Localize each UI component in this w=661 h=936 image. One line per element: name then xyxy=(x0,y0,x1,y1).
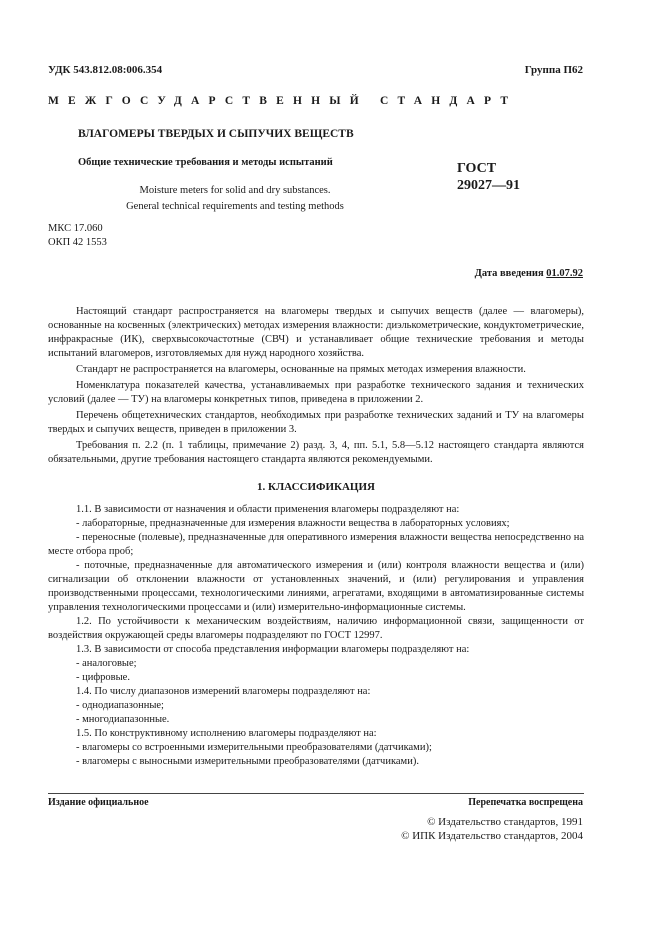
list-item: - влагомеры со встроенными измерительными преобразователями (датчиками); xyxy=(76,742,432,753)
paragraph-exclusion: Стандарт не распространяется на влагомеры, основанные на прямых методах измерения влажности. xyxy=(76,364,526,375)
list-item: - поточные, предназначенные для автоматического измерения и (или) контроля влажности вещества и (или) сигнализации об отклонении влажности от установленных значений, и (или) регулирования и управления производственными процессами, технологическими линиями, агрегатами, входящими в автоматизированные системы управления технологическими процессами и (или) измерительно-информационные системы. xyxy=(48,560,584,613)
gost-number: 29027—91 xyxy=(457,178,520,193)
list-item: - аналоговые; xyxy=(76,658,137,669)
group-code: Группа П62 xyxy=(524,64,583,76)
section-heading-classification: 1. КЛАССИФИКАЦИЯ xyxy=(257,481,375,493)
mks-code: МКС 17.060 xyxy=(48,223,103,234)
english-title-line2: General technical requirements and testing methods xyxy=(126,201,344,212)
copyright-1991: © Издательство стандартов, 1991 xyxy=(427,816,583,828)
list-item: - однодиапазонные; xyxy=(76,700,164,711)
list-item: - переносные (полевые), предназначенные для оперативного измерения влажности вещества непосредственно на месте отбора проб; xyxy=(48,532,584,557)
list-item: - многодиапазонные. xyxy=(76,714,170,725)
official-edition-label: Издание официальное xyxy=(48,797,149,808)
document-body xyxy=(48,305,584,769)
list-item: - цифровые. xyxy=(76,672,130,683)
clause-1-3: 1.3. В зависимости от способа представления информации влагомеры подразделяют на: xyxy=(76,644,470,655)
english-title xyxy=(90,183,380,215)
paragraph-scope: Настоящий стандарт распространяется на влагомеры твердых и сыпучих веществ (далее — влагомеры), основанные на косвенных (электрических) методах измерения влажности: диэлькометрические, кондуктометрические, инфракрасные (ИК), сверхвысокочастотные (СВЧ) и устанавливает общие технические требования и методы испытаний влагомеров, изготовляемых для нужд народного хозяйства. xyxy=(48,306,584,359)
reprint-prohibited-label: Перепечатка воспрещена xyxy=(468,797,583,808)
copyright-2004: © ИПК Издательство стандартов, 2004 xyxy=(401,830,583,842)
list-item: - лабораторные, предназначенные для измерения влажности вещества в лабораторных условиях; xyxy=(76,518,510,529)
gost-designation xyxy=(457,160,520,194)
document-title: ВЛАГОМЕРЫ ТВЕРДЫХ И СЫПУЧИХ ВЕЩЕСТВ xyxy=(78,128,354,140)
paragraph-standards-list: Перечень общетехнических стандартов, необходимых при разработке технических заданий и ТУ на влагомеры твердых и сыпучих веществ, приведен в приложении 3. xyxy=(48,410,584,435)
gost-label: ГОСТ xyxy=(457,161,497,176)
clause-1-5: 1.5. По конструктивному исполнению влагомеры подразделяют на: xyxy=(76,728,377,739)
udk-code: УДК 543.812.08:006.354 xyxy=(48,64,163,76)
paragraph-nomenclature: Номенклатура показателей качества, устанавливаемых при разработке технического задания и технических условий (далее — ТУ) на влагомеры конкретных типов, приведена в приложении 2. xyxy=(48,380,584,405)
introduction-date xyxy=(475,268,583,279)
clause-1-4: 1.4. По числу диапазонов измерений влагомеры подразделяют на: xyxy=(76,686,371,697)
paragraph-requirements: Требования п. 2.2 (п. 1 таблицы, примечание 2) разд. 3, 4, пп. 5.1, 5.8—5.12 настоящего стандарта являются обязательными, другие требования настоящего стандарта являются рекомендуемыми. xyxy=(48,440,584,465)
interstate-standard-banner: МЕЖГОСУДАРСТВЕННЫЙ СТАНДАРТ xyxy=(48,95,518,107)
document-subtitle: Общие технические требования и методы испытаний xyxy=(78,157,333,168)
clause-1-2: 1.2. По устойчивости к механическим воздействиям, наличию информационной связи, защищенности от воздействия окружающей среды влагомеры подразделяют по ГОСТ 12997. xyxy=(48,616,584,641)
clause-1-1: 1.1. В зависимости от назначения и области применения влагомеры подразделяют на: xyxy=(76,504,460,515)
english-title-line1: Moisture meters for solid and dry substances. xyxy=(139,185,331,196)
footer-divider xyxy=(48,793,584,794)
intro-date-label: Дата введения xyxy=(474,268,547,279)
intro-date-value: 01.07.92 xyxy=(546,268,583,279)
okp-code: ОКП 42 1553 xyxy=(48,237,107,248)
list-item: - влагомеры с выносными измерительными преобразователями (датчиками). xyxy=(76,756,419,767)
classification-codes xyxy=(48,222,107,250)
